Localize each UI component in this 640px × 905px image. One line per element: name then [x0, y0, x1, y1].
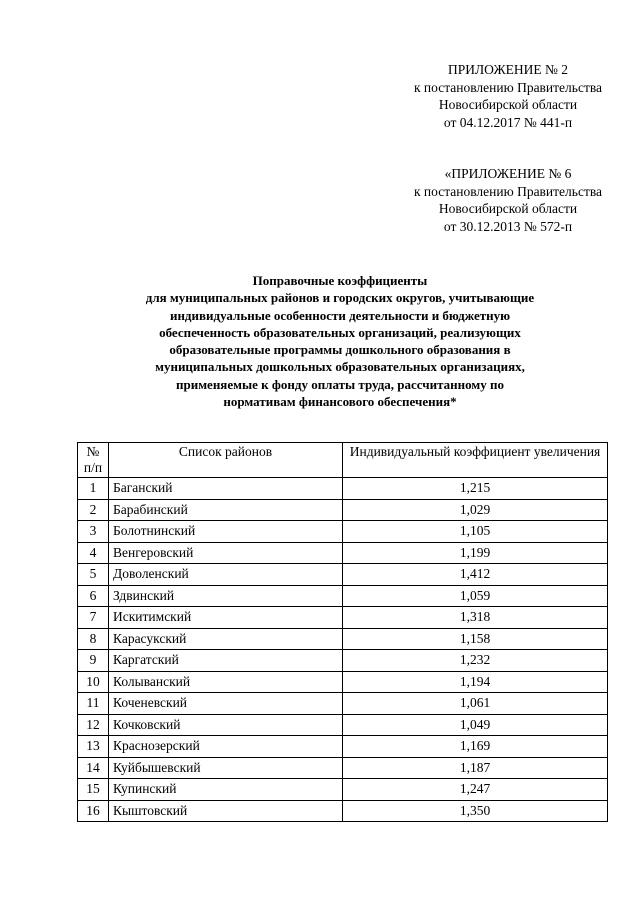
- appendix-region: Новосибирской области: [438, 97, 578, 112]
- document-title: [60, 272, 620, 410]
- coefficient-value: 1,350: [343, 800, 608, 822]
- coefficient-value: 1,059: [343, 585, 608, 607]
- title-line: для муниципальных районов и городских округов, учитывающие: [145, 290, 535, 306]
- table-row: [78, 714, 608, 736]
- table-row: [78, 499, 608, 521]
- coefficient-value: 1,105: [343, 521, 608, 543]
- coefficient-value: 1,169: [343, 736, 608, 758]
- table-row: [78, 779, 608, 801]
- coefficient-value: 1,061: [343, 693, 608, 715]
- title-line: муниципальных дошкольных образовательных организациях,: [155, 359, 525, 375]
- coefficient-value: 1,158: [343, 628, 608, 650]
- district-name: Здвинский: [109, 585, 343, 607]
- appendix-header-second: [380, 165, 636, 235]
- row-number: 11: [78, 693, 109, 715]
- table-row: [78, 693, 608, 715]
- row-number: 12: [78, 714, 109, 736]
- appendix-region: Новосибирской области: [438, 201, 578, 216]
- title-line: применяемые к фонду оплаты труда, рассчитанному по: [175, 376, 504, 392]
- district-name: Купинский: [109, 779, 343, 801]
- district-name: Кыштовский: [109, 800, 343, 822]
- table-header-row: [78, 443, 608, 478]
- appendix-header-top: [380, 61, 636, 131]
- coefficient-value: 1,412: [343, 564, 608, 586]
- table-row: [78, 585, 608, 607]
- district-name: Болотнинский: [109, 521, 343, 543]
- header-coefficient: Индивидуальный коэффициент увеличения: [343, 443, 608, 478]
- table-row: [78, 542, 608, 564]
- coefficient-value: 1,029: [343, 499, 608, 521]
- coefficients-table: [77, 442, 608, 822]
- coefficient-value: 1,247: [343, 779, 608, 801]
- coefficient-value: 1,194: [343, 671, 608, 693]
- row-number: 9: [78, 650, 109, 672]
- district-name: Баганский: [109, 478, 343, 500]
- district-name: Коченевский: [109, 693, 343, 715]
- title-line: нормативам финансового обеспечения*: [223, 394, 457, 410]
- appendix-number: «ПРИЛОЖЕНИЕ № 6: [444, 166, 572, 181]
- appendix-resolution-label: к постановлению Правительства: [413, 79, 603, 95]
- district-name: Барабинский: [109, 499, 343, 521]
- coefficient-value: 1,232: [343, 650, 608, 672]
- row-number: 13: [78, 736, 109, 758]
- coefficient-value: 1,318: [343, 607, 608, 629]
- row-number: 15: [78, 779, 109, 801]
- table-row: [78, 671, 608, 693]
- appendix-resolution-label: к постановлению Правительства: [413, 183, 603, 199]
- district-name: Краснозерский: [109, 736, 343, 758]
- table-row: [78, 521, 608, 543]
- table-row: [78, 478, 608, 500]
- table-row: [78, 628, 608, 650]
- table-body: [78, 478, 608, 822]
- row-number: 16: [78, 800, 109, 822]
- coefficient-value: 1,187: [343, 757, 608, 779]
- header-district-list: Список районов: [109, 443, 343, 478]
- district-name: Каргатский: [109, 650, 343, 672]
- row-number: 7: [78, 607, 109, 629]
- table-row: [78, 736, 608, 758]
- coefficient-value: 1,049: [343, 714, 608, 736]
- district-name: Искитимский: [109, 607, 343, 629]
- row-number: 4: [78, 542, 109, 564]
- row-number: 3: [78, 521, 109, 543]
- row-number: 10: [78, 671, 109, 693]
- appendix-date: от 30.12.2013 № 572-п: [443, 218, 573, 234]
- appendix-number: ПРИЛОЖЕНИЕ № 2: [447, 62, 569, 77]
- row-number: 1: [78, 478, 109, 500]
- title-line: обеспеченность образовательных организаций, реализующих: [159, 324, 521, 340]
- district-name: Кочковский: [109, 714, 343, 736]
- table-row: [78, 800, 608, 822]
- district-name: Карасукский: [109, 628, 343, 650]
- title-line: Поправочные коэффициенты: [252, 273, 428, 288]
- district-name: Куйбышевский: [109, 757, 343, 779]
- title-line: образовательные программы дошкольного образования в: [169, 342, 511, 358]
- coefficient-value: 1,199: [343, 542, 608, 564]
- district-name: Доволенский: [109, 564, 343, 586]
- table-row: [78, 607, 608, 629]
- table-row: [78, 564, 608, 586]
- row-number: 6: [78, 585, 109, 607]
- row-number: 14: [78, 757, 109, 779]
- row-number: 8: [78, 628, 109, 650]
- district-name: Колыванский: [109, 671, 343, 693]
- table-row: [78, 757, 608, 779]
- row-number: 5: [78, 564, 109, 586]
- appendix-date: от 04.12.2017 № 441-п: [443, 114, 573, 130]
- district-name: Венгеровский: [109, 542, 343, 564]
- coefficient-value: 1,215: [343, 478, 608, 500]
- title-line: индивидуальные особенности деятельности и бюджетную: [169, 307, 511, 323]
- header-number: № п/п: [78, 443, 109, 478]
- table-row: [78, 650, 608, 672]
- row-number: 2: [78, 499, 109, 521]
